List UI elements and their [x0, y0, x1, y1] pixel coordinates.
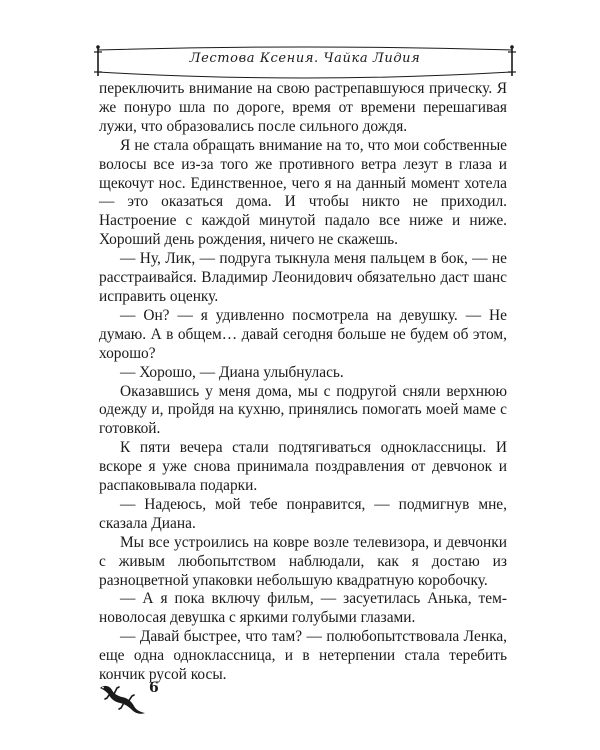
paragraph: — Хорошо, — Диана улыбнулась.	[120, 363, 344, 381]
paragraph: — Ну, Лик, — подруга тыкнула меня пальцем в бок, — не расстраивайся. Владимир Леонидович обязательно даст шанс исправить оценку.	[99, 250, 507, 305]
page-footer	[98, 680, 218, 720]
paragraph: — Надеюсь, мой тебе понравится, — подмигнув мне, сказала Диана.	[99, 495, 507, 532]
running-header	[92, 44, 518, 80]
page-number: 6	[149, 680, 159, 696]
paragraph: Оказавшись у меня дома, мы с подругой сняли верхнюю одежду и, пройдя на кухню, принялись помогать моей маме с готовкой.	[99, 382, 507, 438]
header-title: Лестова Ксения. Чайка Лидия	[189, 51, 421, 66]
paragraph: К пяти вечера стали подтягиваться одноклассницы. И вскоре я уже снова принимала поздравления от девчонок и распаковывала подарки.	[99, 439, 507, 495]
lizard-icon	[98, 680, 148, 720]
paragraph: — А я пока включу фильм, — засуетилась Анька, темноволосая девушка с яркими голубыми глазами.	[99, 590, 507, 627]
paragraph: — Он? — я удивленно посмотрела на девушку. — Не думаю. А в общем… давай сегодня больше не будем об этом, хорошо?	[99, 306, 507, 362]
paragraph: Я не стала обращать внимание на то, что мои собственные волосы все из-за того же противного ветра лезут в глаза и щекочут нос. Единственное, чего я на данный момент хотела — это оказаться дома. И чтобы никто не приходил. Настроение с каждой минутой падало все ниже и ниже. Хороший день рождения, ничего не скажешь.	[99, 136, 507, 249]
body-text	[99, 80, 507, 685]
paragraph: переключить внимание на свою растрепавшуюся прическу. Я же понуро шла по дороге, время от времени перешагивая лужи, что образовались после сильного дождя.	[99, 80, 507, 135]
paragraph: — Давай быстрее, что там? — полюбопытствовала Ленка, еще одна одноклассница, и в нетерпении стала теребить кончик русой косы.	[99, 628, 507, 684]
paragraph: Мы все устроились на ковре возле телевизора, и девчонки с живым любопытством наблюдали, как я достаю из разноцветной упаковки небольшую квадратную коробочку.	[99, 533, 507, 589]
